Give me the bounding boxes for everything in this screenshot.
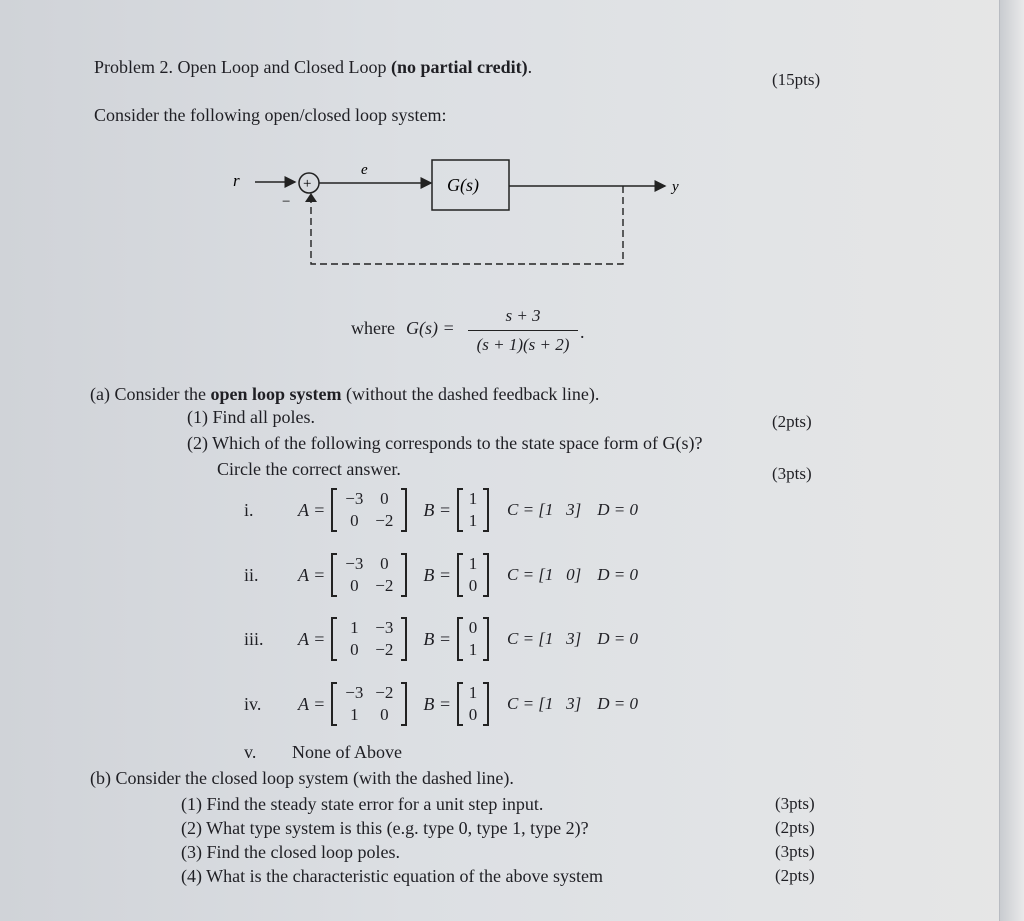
option-row[interactable] [298, 682, 638, 726]
matrix-b-cell: 0 [468, 705, 478, 724]
part-a-q2-note: Circle the correct answer. [217, 459, 401, 479]
matrix-b-cell: 1 [468, 554, 478, 573]
option-roman[interactable]: iii. [244, 629, 264, 649]
matrix-a-cell: −2 [375, 511, 394, 530]
matrix-a-label: A = [298, 499, 326, 520]
problem-heading [94, 57, 532, 77]
part-b-intro: (b) Consider the closed loop system (with the dashed line). [90, 768, 514, 788]
matrix-a-cell: −3 [375, 618, 394, 637]
matrix-a-cell: 0 [380, 554, 389, 573]
matrix-d: D = 0 [597, 629, 639, 648]
part-a-intro-pre: (a) Consider the [90, 384, 206, 404]
matrix-b-cell: 0 [468, 618, 478, 637]
fraction-bar [468, 330, 578, 331]
matrix-a-label: A = [298, 564, 326, 585]
part-b-question: (2) What type system is this (e.g. type 0, type 1, type 2)? [181, 818, 589, 838]
matrix-b-cell: 1 [468, 683, 478, 702]
matrix-a-cell: 0 [350, 576, 359, 595]
option-v-roman[interactable]: v. [244, 742, 257, 762]
part-a-q1: (1) Find all poles. [187, 407, 315, 427]
matrix-d: D = 0 [597, 500, 639, 519]
matrix-c: C = [1 3] [506, 500, 582, 519]
matrix-b [457, 617, 489, 661]
matrix-a-cell: 0 [350, 640, 359, 659]
page-edge [999, 0, 1024, 921]
matrix-a-label: A = [298, 628, 326, 649]
matrix-a-label: A = [298, 693, 326, 714]
matrix-a-cell: −3 [345, 489, 364, 508]
matrix-a [331, 617, 407, 661]
sum-plus: + [303, 176, 312, 192]
matrix-b-label: B = [423, 564, 451, 585]
part-a-q1-points: (2pts) [772, 412, 812, 431]
transfer-lhs: G(s) = [406, 318, 455, 338]
feedback-arrowhead [305, 193, 317, 202]
signal-y: y [672, 179, 679, 195]
matrix-a-cell: 0 [380, 705, 389, 724]
part-b-question-points: (2pts) [775, 866, 815, 885]
matrix-b-cell: 1 [468, 511, 478, 530]
matrix-d: D = 0 [597, 694, 639, 713]
part-a-intro [90, 384, 599, 404]
matrix-a [331, 488, 407, 532]
transfer-denominator: (s + 1)(s + 2) [476, 335, 570, 354]
matrix-a-cell: 1 [350, 618, 359, 637]
part-b-question: (1) Find the steady state error for a unit step input. [181, 794, 544, 814]
matrix-a-cell: 0 [380, 489, 389, 508]
option-row[interactable] [298, 553, 638, 597]
part-b-question-points: (3pts) [775, 794, 815, 813]
transfer-period: . [580, 322, 585, 342]
option-row[interactable] [298, 488, 638, 532]
matrix-b-label: B = [423, 499, 451, 520]
intro-text: Consider the following open/closed loop system: [94, 105, 447, 125]
no-partial-credit: (no partial credit) [390, 57, 528, 77]
matrix-a-cell: −3 [345, 683, 364, 702]
matrix-d: D = 0 [597, 565, 639, 584]
matrix-a-cell: 1 [350, 705, 359, 724]
option-roman[interactable]: ii. [244, 565, 259, 585]
matrix-a-cell: −2 [375, 576, 394, 595]
part-b-question: (4) What is the characteristic equation of the above system [181, 866, 604, 886]
matrix-a [331, 553, 407, 597]
matrix-c: C = [1 3] [506, 629, 582, 648]
option-roman[interactable]: i. [244, 500, 254, 520]
matrix-b-label: B = [423, 628, 451, 649]
matrix-a-cell: −2 [375, 640, 394, 659]
matrix-c: C = [1 0] [506, 565, 582, 584]
part-b-question: (3) Find the closed loop poles. [181, 842, 400, 862]
part-a-q2-points: (3pts) [772, 464, 812, 483]
part-a-intro-post: (without the dashed feedback line). [345, 384, 600, 404]
matrix-b [457, 553, 489, 597]
where-label: where [351, 318, 395, 338]
matrix-a-cell: −2 [375, 683, 394, 702]
problem-points: (15pts) [772, 70, 821, 89]
matrix-b [457, 682, 489, 726]
part-b-question-points: (3pts) [775, 842, 815, 861]
matrix-b-cell: 1 [468, 640, 478, 659]
transfer-numerator: s + 3 [505, 306, 541, 325]
matrix-a-cell: −3 [345, 554, 364, 573]
transfer-fraction [468, 305, 578, 356]
signal-r: r [233, 171, 240, 190]
matrix-b-cell: 1 [468, 489, 478, 508]
feedback-dashed-line [311, 186, 623, 264]
part-a-q2: (2) Which of the following corresponds to the state space form of G(s)? [187, 433, 703, 453]
plant-label: G(s) [447, 175, 479, 195]
option-v-text[interactable]: None of Above [292, 742, 402, 762]
matrix-b [457, 488, 489, 532]
sum-minus: − [282, 194, 291, 210]
matrix-b-cell: 0 [468, 576, 478, 595]
matrix-a [331, 682, 407, 726]
title-period: . [527, 57, 533, 77]
part-a-intro-bold: open loop system [210, 384, 342, 404]
matrix-c: C = [1 3] [506, 694, 582, 713]
problem-title: Open Loop and Closed Loop [177, 57, 387, 77]
block-diagram [225, 150, 695, 275]
option-roman[interactable]: iv. [244, 694, 262, 714]
signal-e: e [361, 162, 368, 178]
matrix-a-cell: 0 [350, 511, 359, 530]
problem-label: Problem 2. [94, 57, 173, 77]
option-row[interactable] [298, 617, 638, 661]
matrix-b-label: B = [423, 693, 451, 714]
part-b-question-points: (2pts) [775, 818, 815, 837]
